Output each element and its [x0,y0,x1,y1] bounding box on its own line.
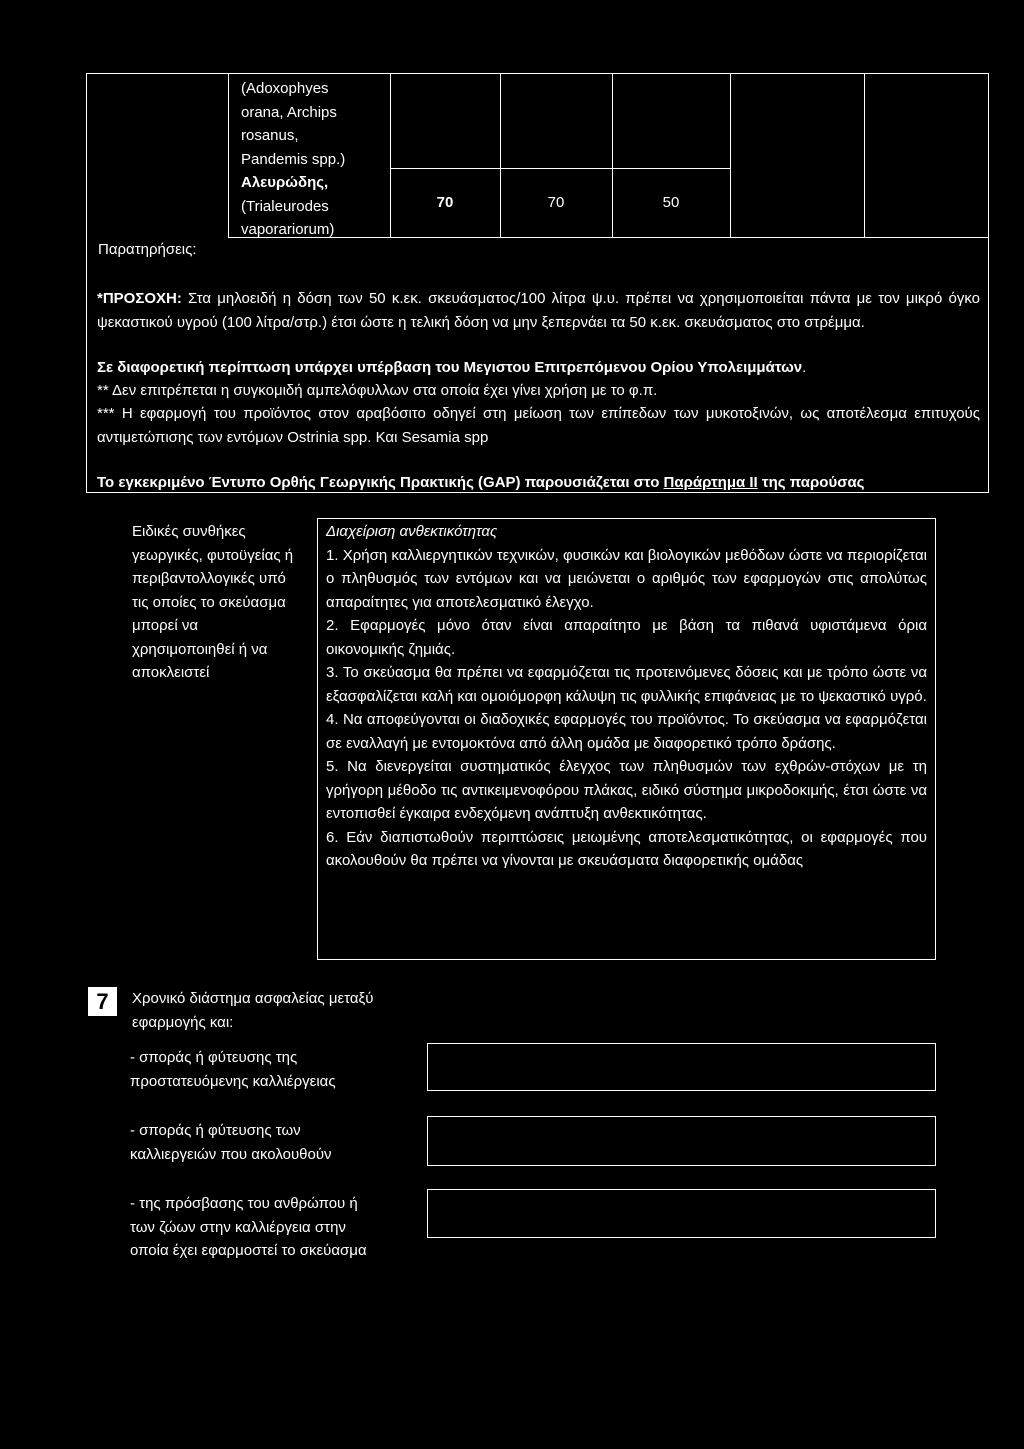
pest-line: (Adoxophyes [241,80,329,97]
mrl-period: . [802,359,807,376]
vine-leaves-note: ** Δεν επιτρέπεται η συγκομιδή αμπελόφυλλων στα οποία έχει γίνει χρήση με το φ.π. [97,382,658,399]
special-conditions-label: Ειδικές συνθήκες γεωργικές, φυτοϋγείας ή περιβαντολλογικές υπό τις οποίες το σκεύασμα μπορεί να χρησιμοποιηθεί ή να αποκλειστεί [132,523,294,681]
dose-value-3: 50 [662,194,680,211]
pest-line: rosanus, [241,127,299,144]
safety-row-label: - σποράς ή φύτευσης της προστατευόμενης καλλιέργειας [130,1049,336,1090]
resistance-item: 3. Το σκεύασμα θα πρέπει να εφαρμόζεται τις προτεινόμενες δόσεις και με τρόπο ώστε να εξασφαλίζεται καλή και ομοιόμορφη κάλυψη τις φυλλικής επιφάνειας με το ψεκαστικό υγρό. [326,664,927,705]
gap-note [97,471,985,495]
resistance-item: 6. Εάν διαπιστωθούν περιπτώσεις μειωμένης αποτελεσματικότητας, οι εφαρμογές που ακολουθούν θα πρέπει να γίνονται με σκευάσματα διαφορετικής ομάδας [326,828,927,869]
safety-row-label: - της πρόσβασης του ανθρώπου ή των ζώων στην καλλιέργεια στην οποία έχει εφαρμοστεί το σκεύασμα [130,1195,367,1259]
gap-annex-link[interactable]: Παράρτημα ΙΙ [663,474,758,491]
caution-text: Στα μηλοειδή η δόση των 50 κ.εκ. σκευάσματος/100 λίτρα ψ.υ. πρέπει να χρησιμοποιείται πάντα με τον μικρό όγκο ψεκαστικού υγρού (100 λίτρα/στρ.) έτσι ώστε η τελική δόση να μην ξεπερνάει τα 50 κ.εκ. σκευάσματος στο στρέμμα. [97,290,980,331]
whitefly-line: vaporariorum) [241,221,335,238]
resistance-management-content [326,520,927,873]
safety-interval-field-2[interactable] [427,1116,936,1166]
maize-note: *** Η εφαρμογή του προϊόντος στον αραβόσιτο οδηγεί στη μείωση των επίπεδων των μυκοτοξινών, ως αποτέλεσμα επιτυχούς αντιμετώπισης των εντόμων Ostrinia spp. Και Sesamia spp [97,405,980,446]
pest-line: orana, Archips [241,103,337,121]
safety-interval-field-1[interactable] [427,1043,936,1091]
dose-value-2: 70 [547,194,565,211]
section-number: 7 [96,989,109,1014]
gap-prefix: Το εγκεκριμένο Έντυπο Ορθής Γεωργικής Πρακτικής (GAP) παρουσιάζεται στο [97,474,664,491]
caution-label: *ΠΡΟΣΟΧΗ: [97,290,182,307]
whitefly-line: (Trialeurodes [241,197,329,215]
dose-value-1: 70 [436,194,454,211]
remarks-label: Παρατηρήσεις: [98,241,197,258]
safety-row-label: - σποράς ή φύτευσης των καλλιεργειών που ακολουθούν [130,1122,332,1163]
pest-cell [241,77,389,242]
whitefly-name: Αλευρώδης, [241,174,329,191]
safety-interval-title: Χρονικό διάστημα ασφαλείας μεταξύ εφαρμογής και: [132,990,374,1031]
mrl-warning-text: Σε διαφορετική περίπτωση υπάρχει υπέρβαση του Μεγιστου Επιτρεπόμενου Ορίου Υπολειμμάτων [97,359,803,376]
resistance-item: 4. Να αποφεύγονται οι διαδοχικές εφαρμογές του προϊόντος. Το σκεύασμα να εφαρμόζεται σε εναλλαγή με εντομοκτόνα από άλλη ομάδα με διαφορετικό τρόπο δράσης. [326,711,927,752]
mrl-warning [97,356,980,380]
resistance-item: 1. Χρήση καλλιεργητικών τεχνικών, φυσικών και βιολογικών μεθόδων ώστε να περιορίζεται ο πληθυσμός των εντόμων και να μειώνεται ο αριθμός των εφαρμογών στις απολύτως απαραίτητες για αποτελεσματικό έλεγχο. [326,546,927,611]
resistance-heading: Διαχείριση ανθεκτικότητας [326,523,498,540]
resistance-item: 5. Να διενεργείται συστηματικός έλεγχος των πληθυσμών των εχθρών-στόχων με τη γρήγορη μέθοδο τις αντικειμενοφόρου πλάκας, ειδικό σύστημα μικροδοκιμής, έτσι ώστε να εντοπισθεί έγκαιρα ενδεχόμενη ανάπτυξη ανθεκτικότητας. [326,758,927,822]
gap-suffix: της παρούσας [757,474,865,491]
pest-line: Pandemis spp.) [241,150,346,168]
caution-note [97,287,980,334]
safety-interval-field-3[interactable] [427,1189,936,1238]
resistance-item: 2. Εφαρμογές μόνο όταν είναι απαραίτητο με βάση τα πιθανά υφιστάμενα όρια οικονομικής ζημιάς. [326,617,927,658]
section-number-badge [88,987,117,1016]
